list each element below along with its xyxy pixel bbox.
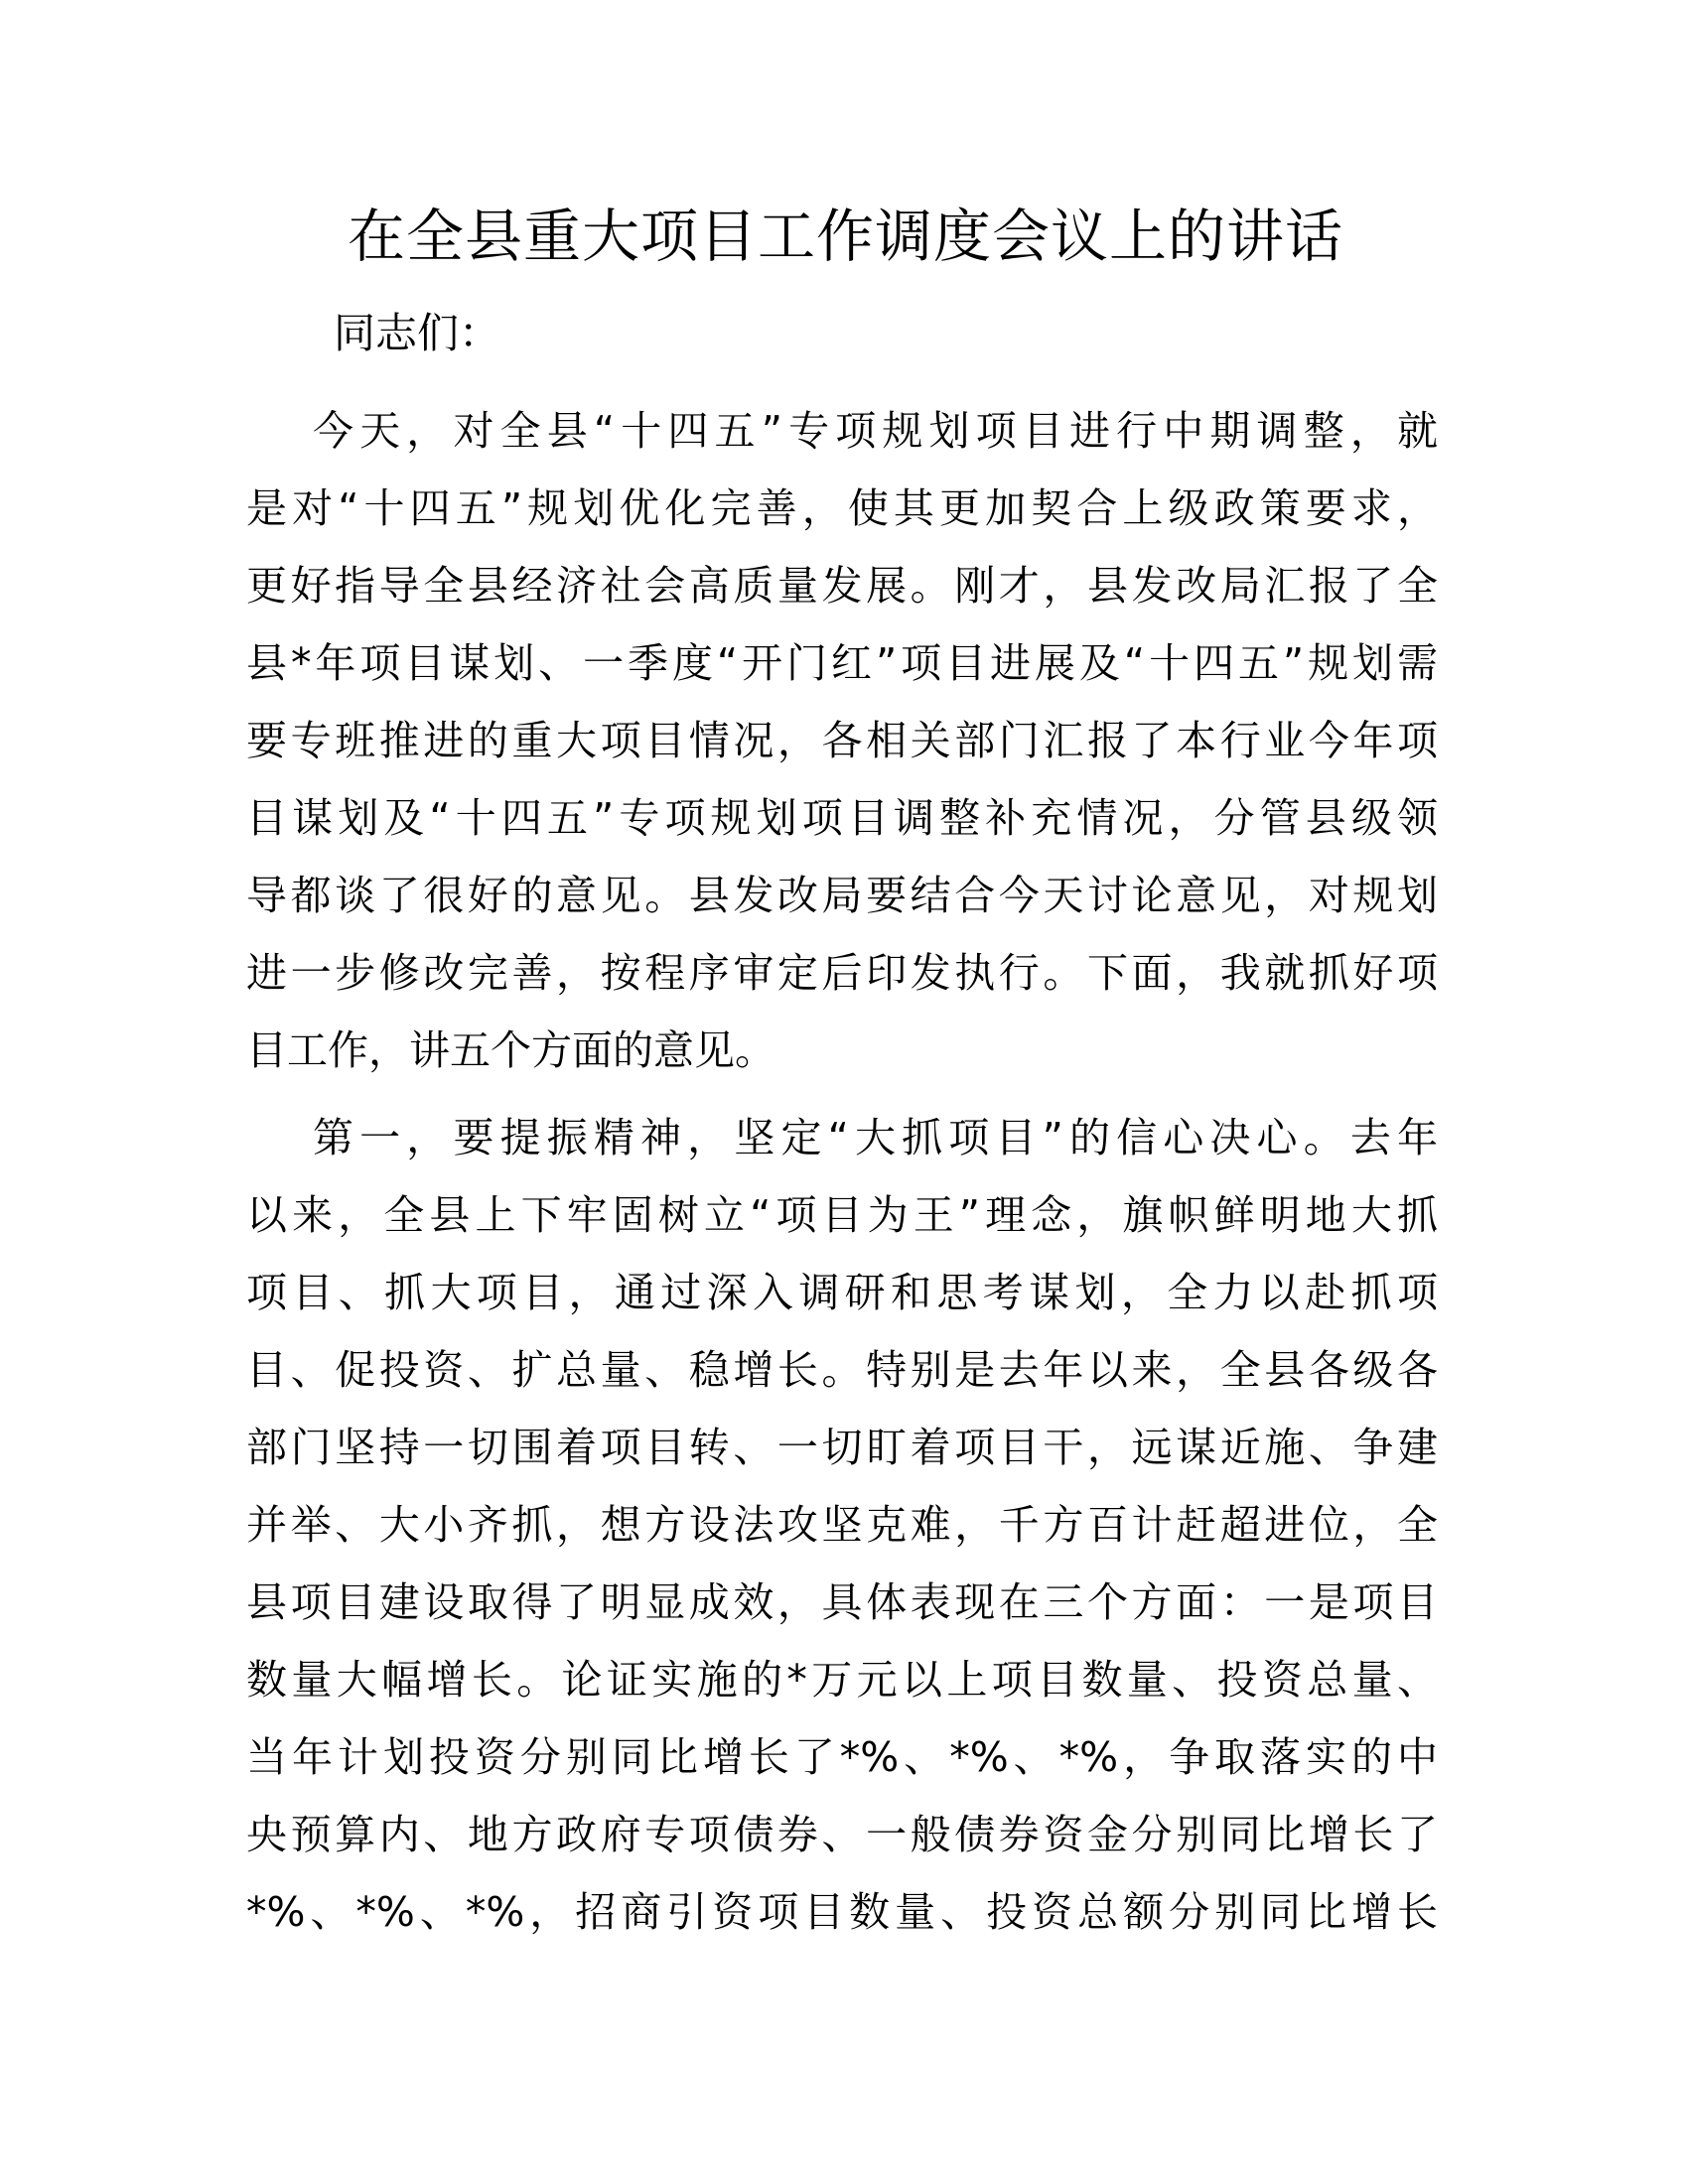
text-line: 导都谈了很好的意见。县发改局要结合今天讨论意见，对规划: [246, 872, 1438, 919]
text-line: 进一步修改完善，按程序审定后印发执行。下面，我就抓好项: [246, 949, 1438, 997]
text-line: 第一，要提振精神，坚定“大抓项目”的信心决心。去年: [313, 1114, 1438, 1161]
paragraph-first-point: [246, 1106, 1438, 1958]
text-line: 县*年项目谋划、一季度“开门红”项目进展及“十四五”规划需: [246, 639, 1438, 687]
text-line: 项目、抓大项目，通过深入调研和思考谋划，全力以赴抓项: [246, 1269, 1438, 1316]
text-line: 以来，全县上下牢固树立“项目为王”理念，旗帜鲜明地大抓: [246, 1191, 1438, 1239]
document-body: [246, 399, 1438, 1968]
text-line: 央预算内、地方政府专项债券、一般债券资金分别同比增长了: [246, 1811, 1438, 1858]
text-line: 目、促投资、扩总量、稳增长。特别是去年以来，全县各级各: [246, 1346, 1438, 1394]
document-title: 在全县重大项目工作调度会议上的讲话: [348, 203, 1344, 270]
text-line: *%、*%、*%，招商引资项目数量、投资总额分别同比增长: [246, 1888, 1438, 1936]
text-line: 今天，对全县“十四五”专项规划项目进行中期调整，就: [313, 407, 1438, 455]
text-line: 要专班推进的重大项目情况，各相关部门汇报了本行业今年项: [246, 717, 1438, 764]
text-line: 是对“十四五”规划优化完善，使其更加契合上级政策要求，: [246, 484, 1438, 532]
text-line: 目工作，讲五个方面的意见。: [246, 1026, 775, 1074]
salutation: 同志们：: [334, 309, 501, 357]
text-line: 数量大幅增长。论证实施的*万元以上项目数量、投资总量、: [246, 1656, 1438, 1704]
text-line: 目谋划及“十四五”专项规划项目调整补充情况，分管县级领: [246, 794, 1438, 842]
text-line: 当年计划投资分别同比增长了*%、*%、*%，争取落实的中: [246, 1733, 1438, 1781]
text-line: 县项目建设取得了明显成效，具体表现在三个方面：一是项目: [246, 1578, 1438, 1626]
text-line: 部门坚持一切围着项目转、一切盯着项目干，远谋近施、争建: [246, 1424, 1438, 1471]
text-line: 并举、大小齐抓，想方设法攻坚克难，千方百计赶超进位，全: [246, 1501, 1438, 1549]
text-line: 更好指导全县经济社会高质量发展。刚才，县发改局汇报了全: [246, 562, 1438, 610]
paragraph-intro: [246, 399, 1438, 1096]
